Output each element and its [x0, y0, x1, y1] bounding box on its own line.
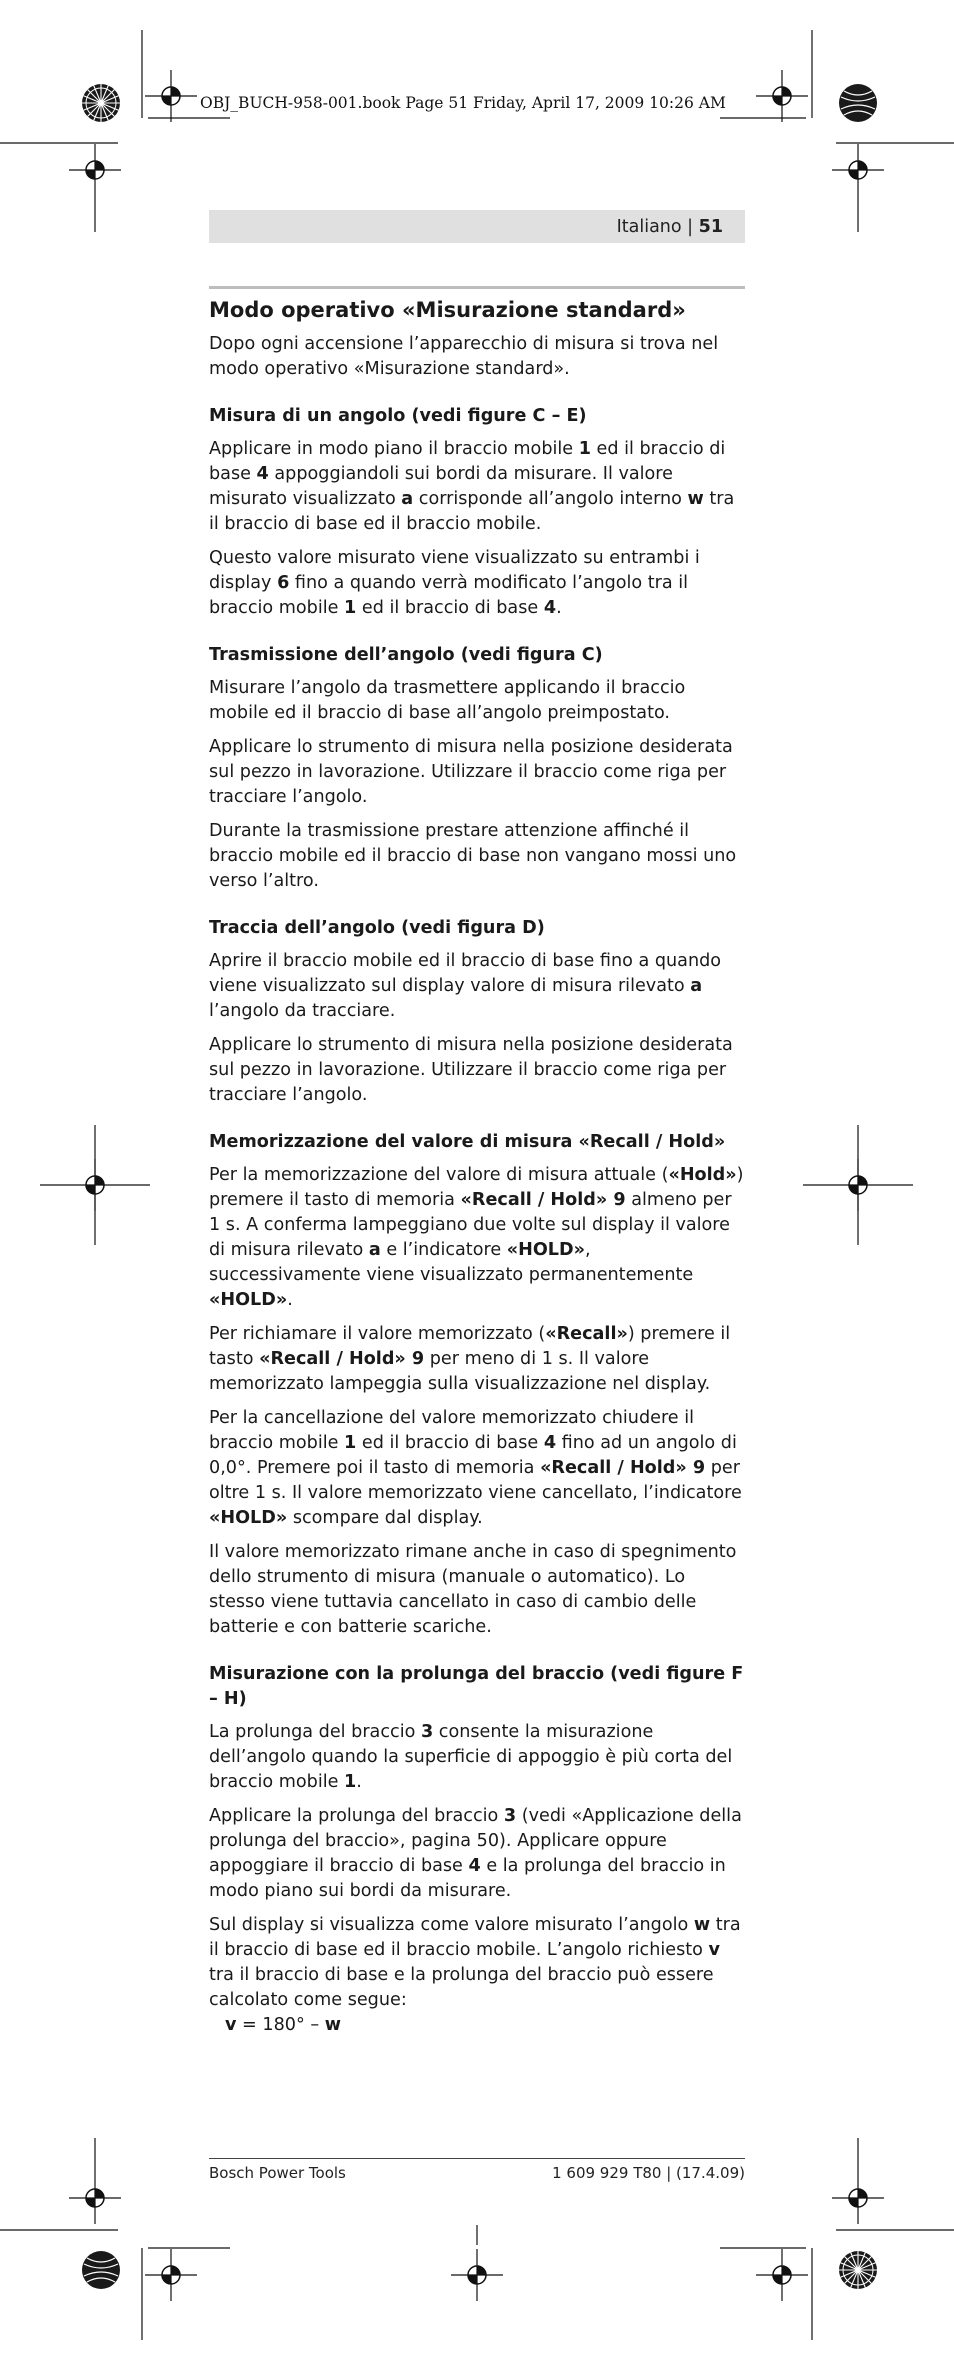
text-run: per meno di 1 s. Il valore memorizzato lampeggia sulla visualizzazione nel display.	[209, 1349, 711, 1394]
text-run: La prolunga del braccio	[209, 1722, 421, 1742]
bold-run: w	[693, 1915, 711, 1935]
text-run: e la prolunga del braccio in modo piano sui bordi da misurare.	[209, 1856, 726, 1901]
page-header-band	[209, 210, 745, 243]
paragraph	[209, 437, 745, 537]
bold-run: «Recall / Hold» 9	[540, 1458, 706, 1478]
bold-run: 4	[468, 1856, 481, 1876]
text-run: e l’indicatore	[380, 1240, 507, 1260]
text-run: corrisponde all’angolo interno	[413, 489, 688, 509]
text-run: ) premere il tasto di memoria	[209, 1165, 744, 1210]
paragraph	[209, 949, 745, 1024]
page-number: 51	[698, 217, 723, 237]
bold-run: «HOLD»	[209, 1290, 288, 1310]
text-flow	[209, 296, 745, 2038]
paragraph	[209, 676, 745, 726]
print-file-header: OBJ_BUCH-958-001.book Page 51 Friday, April 17, 2009 10:26 AM	[200, 94, 726, 112]
text-run: Applicare in modo piano il braccio mobile	[209, 439, 579, 459]
text-run: Applicare la prolunga del braccio	[209, 1806, 504, 1826]
text-run: Per la cancellazione del valore memorizzato chiudere il braccio mobile	[209, 1408, 694, 1453]
text-run: = 180° –	[236, 2015, 325, 2035]
bold-run: 3	[420, 1722, 434, 1742]
text-run: ed il braccio di base	[356, 1433, 544, 1453]
text-run: fino ad un angolo di 0,0°. Premere poi il tasto di memoria	[209, 1433, 737, 1478]
text-run: .	[356, 1772, 362, 1792]
page-footer	[209, 2158, 745, 2182]
text-run: Sul display si visualizza come valore misurato l’angolo	[209, 1915, 694, 1935]
bold-run: «Hold»	[668, 1165, 737, 1185]
paragraph	[209, 735, 745, 810]
page-header-label	[617, 217, 723, 237]
text-run: (vedi «Applicazione della prolunga del braccio», pagina 50). Applicare oppure appoggiare il braccio di base	[209, 1806, 742, 1876]
bold-run: v	[225, 2015, 237, 2035]
text-run: tra il braccio di base e la prolunga del braccio può essere calcolato come segue:	[209, 1965, 714, 2010]
bold-run: 1	[578, 439, 591, 459]
bold-run: 3	[503, 1806, 517, 1826]
bold-run: v	[708, 1940, 720, 1960]
bold-run: «Recall / Hold» 9	[259, 1349, 425, 1369]
text-run: appoggiandoli sui bordi da misurare. Il valore misurato visualizzato	[209, 464, 673, 509]
document-body	[209, 286, 745, 2047]
text-run: l’angolo da tracciare.	[209, 1001, 396, 1021]
bold-run: «Recall / Hold» 9	[460, 1190, 626, 1210]
text-run: Aprire il braccio mobile ed il braccio di base fino a quando viene visualizzato sul display valore di misura rilevato	[209, 951, 722, 996]
paragraph	[209, 1033, 745, 1108]
paragraph	[209, 546, 745, 621]
subsection-heading: Memorizzazione del valore di misura «Recall / Hold»	[209, 1132, 726, 1152]
bold-run: 1	[344, 1433, 357, 1453]
paragraph	[209, 1540, 745, 1640]
footer-brand: Bosch Power Tools	[209, 2164, 346, 2182]
language-label: Italiano	[616, 217, 682, 237]
bold-run: 4	[543, 1433, 557, 1453]
bold-run: a	[401, 489, 414, 509]
bold-run: «HOLD»	[506, 1240, 585, 1260]
subsection-heading: Misura di un angolo (vedi figure C – E)	[209, 406, 587, 426]
text-run: per oltre 1 s. Il valore memorizzato viene cancellato, l’indicatore	[209, 1458, 742, 1503]
paragraph	[209, 1406, 745, 1531]
text-run: Applicare lo strumento di misura nella posizione desiderata sul pezzo in lavorazione. Utilizzare il braccio come riga per tracciare l’angolo.	[209, 737, 733, 807]
bold-run: 1	[344, 598, 357, 618]
text-run: scompare dal display.	[287, 1508, 483, 1528]
bold-run: «Recall»	[545, 1324, 628, 1344]
section-title: Modo operativo «Misurazione standard»	[209, 298, 686, 322]
text-run: ed il braccio di base	[209, 439, 726, 484]
text-run: .	[556, 598, 562, 618]
text-run: Il valore memorizzato rimane anche in caso di spegnimento dello strumento di misura (manuale o automatico). Lo stesso viene tuttavia cancellato in caso di cambio delle batterie e con batterie scariche.	[209, 1542, 737, 1637]
text-run: consente la misurazione dell’angolo quando la superficie di appoggio è più corta del braccio mobile	[209, 1722, 733, 1792]
bold-run: a	[690, 976, 703, 996]
header-separator: |	[681, 217, 699, 237]
text-run: almeno per 1 s. A conferma lampeggiano due volte sul display il valore di misura rilevato	[209, 1190, 732, 1260]
bold-run: 4	[256, 464, 269, 484]
text-run: .	[287, 1290, 293, 1310]
paragraph	[209, 819, 745, 894]
text-run: tra il braccio di base ed il braccio mobile. L’angolo richiesto	[209, 1915, 741, 1960]
footer-doc-number: 1 609 929 T80 | (17.4.09)	[552, 2164, 745, 2182]
paragraph	[209, 1804, 745, 1904]
paragraph	[209, 1163, 745, 1313]
bold-run: w	[324, 2015, 342, 2035]
subsection-heading: Misurazione con la prolunga del braccio (vedi figure F – H)	[209, 1664, 744, 1709]
text-run: ) premere il tasto	[209, 1324, 731, 1369]
bold-run: «HOLD»	[209, 1508, 288, 1528]
bold-run: 1	[344, 1772, 357, 1792]
section-rule	[209, 286, 745, 289]
paragraph	[209, 1322, 745, 1397]
subsection-heading: Traccia dell’angolo (vedi figura D)	[209, 918, 545, 938]
formula	[209, 2013, 745, 2038]
subsection-heading: Trasmissione dell’angolo (vedi figura C)	[209, 645, 603, 665]
paragraph	[209, 1913, 745, 2013]
text-run: Per richiamare il valore memorizzato (	[209, 1324, 546, 1344]
text-run: fino a quando verrà modificato l’angolo tra il braccio mobile	[209, 573, 689, 618]
bold-run: w	[687, 489, 704, 509]
bold-run: 4	[543, 598, 557, 618]
text-run: Durante la trasmissione prestare attenzione affinché il braccio mobile ed il braccio di base non vangano mossi uno verso l’altro.	[209, 821, 737, 891]
bold-run: 6	[277, 573, 290, 593]
paragraph	[209, 332, 745, 382]
bold-run: a	[368, 1240, 381, 1260]
text-run: tra il braccio di base ed il braccio mobile.	[209, 489, 735, 534]
text-run: Per la memorizzazione del valore di misura attuale (	[209, 1165, 669, 1185]
paragraph	[209, 1720, 745, 1795]
text-run: Misurare l’angolo da trasmettere applicando il braccio mobile ed il braccio di base all’angolo preimpostato.	[209, 678, 686, 723]
text-run: Applicare lo strumento di misura nella posizione desiderata sul pezzo in lavorazione. Utilizzare il braccio come riga per tracciare l’angolo.	[209, 1035, 733, 1105]
text-run: , successivamente viene visualizzato permanentemente	[209, 1240, 694, 1285]
text-run: ed il braccio di base	[356, 598, 544, 618]
text-run: Dopo ogni accensione l’apparecchio di misura si trova nel modo operativo «Misurazione standard».	[209, 334, 719, 379]
text-run: Questo valore misurato viene visualizzato su entrambi i display	[209, 548, 700, 593]
